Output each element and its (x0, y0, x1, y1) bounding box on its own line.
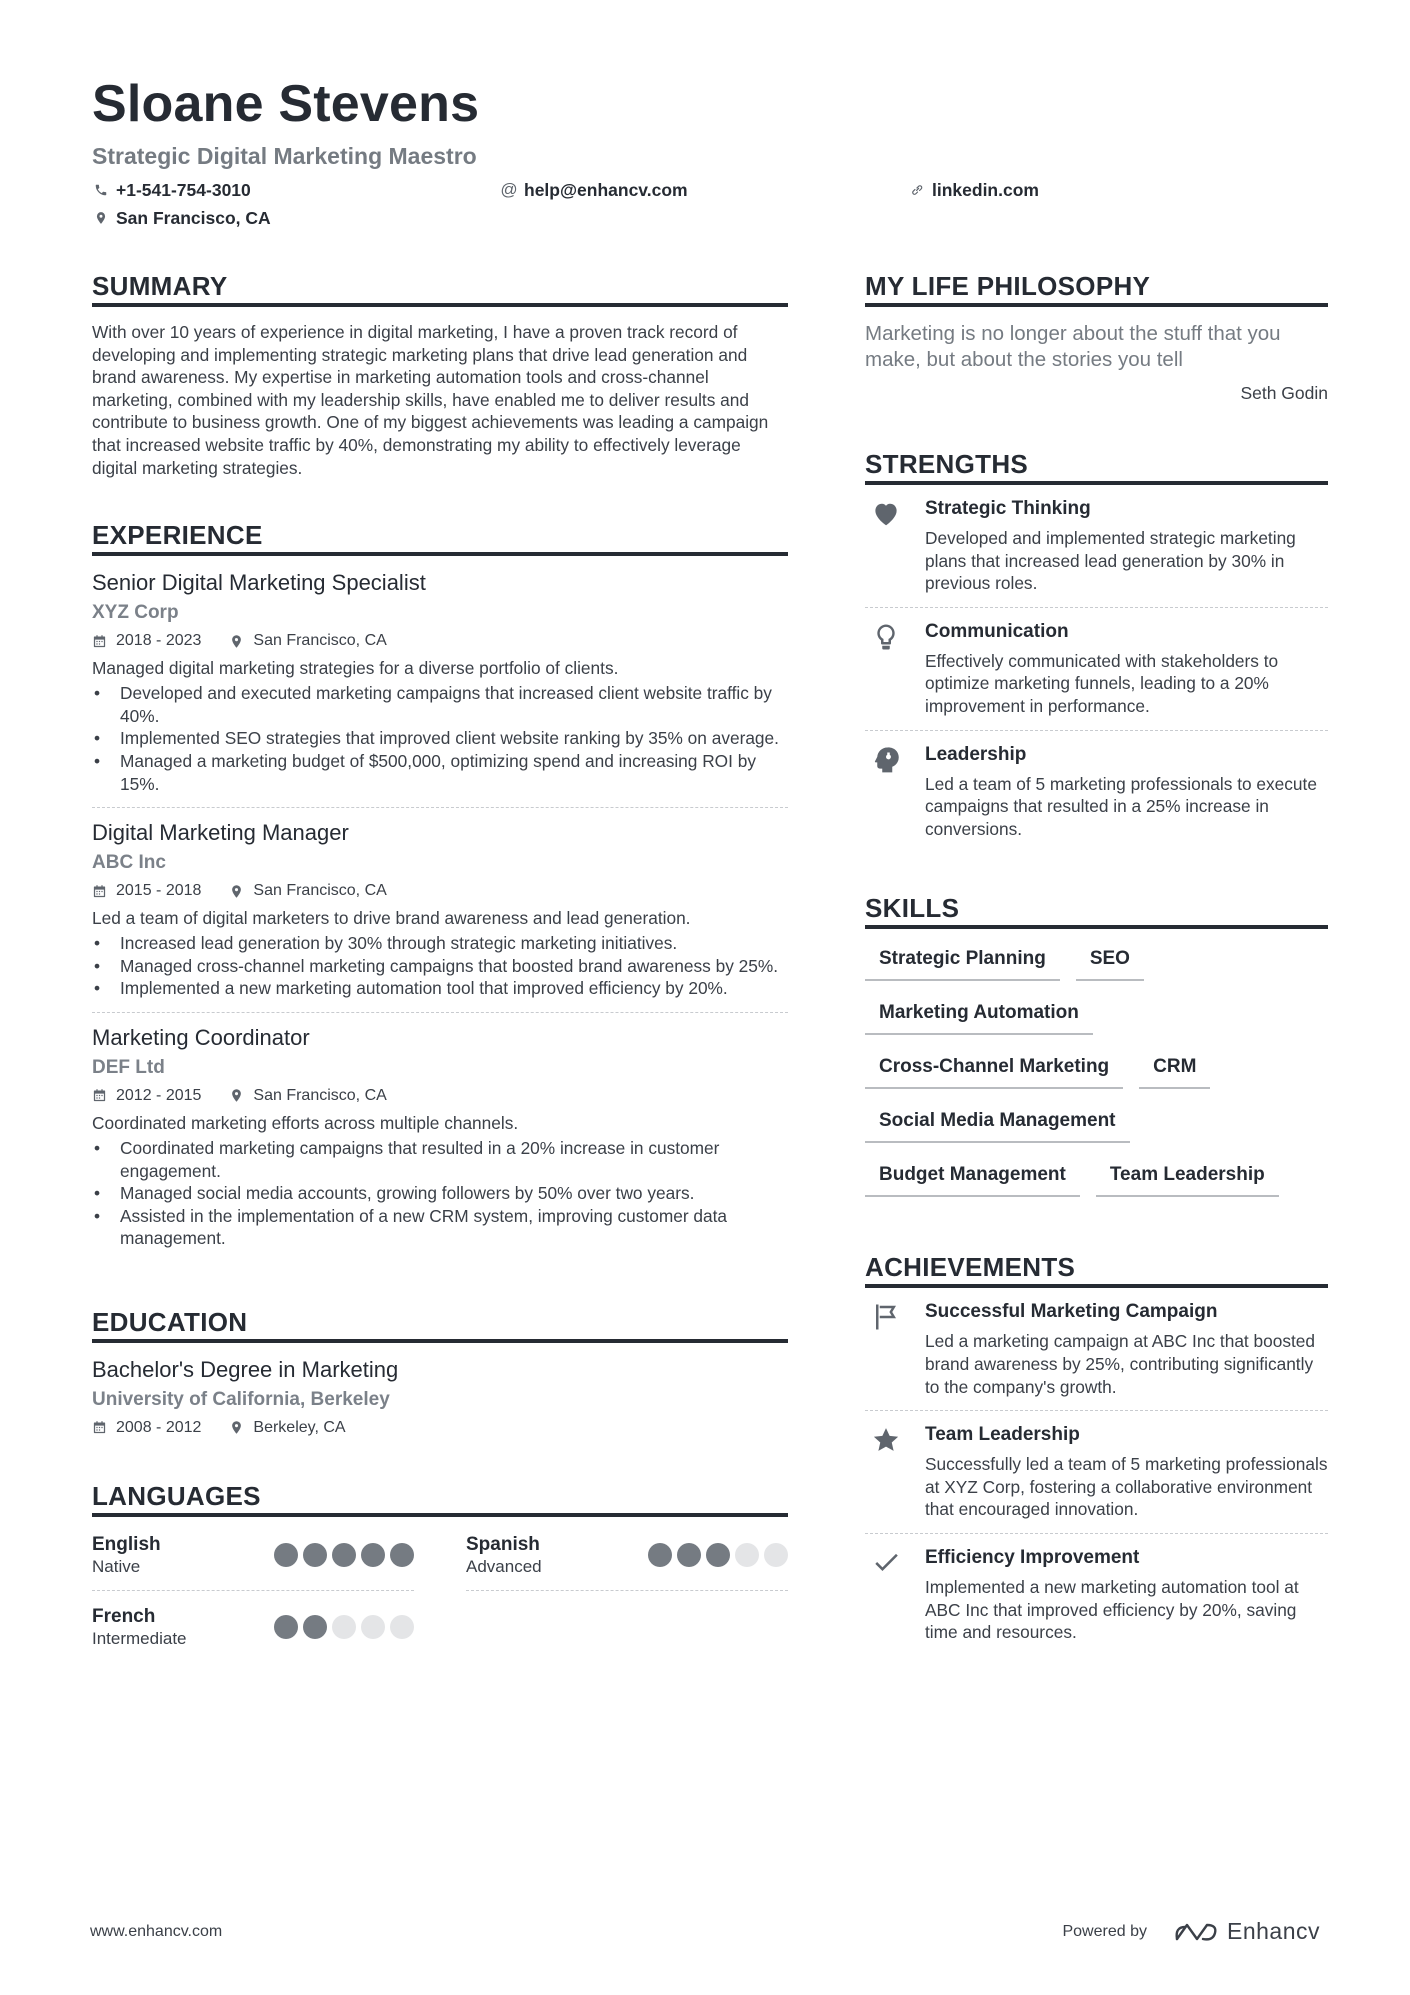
checkmark-icon (871, 1548, 901, 1578)
language-info (92, 1533, 161, 1578)
skill-tag: Budget Management (865, 1157, 1080, 1197)
education-location-text: Berkeley, CA (253, 1418, 346, 1436)
calendar-icon (92, 634, 107, 649)
job-dates (92, 632, 201, 650)
company-name: ABC Inc (92, 852, 166, 874)
rating-dot (735, 1543, 759, 1567)
job-entry (92, 569, 788, 808)
job-location-text: San Francisco, CA (253, 1086, 387, 1104)
candidate-title: Strategic Digital Marketing Maestro (92, 143, 477, 169)
calendar-icon (92, 884, 107, 899)
rating-dot (274, 1615, 298, 1639)
feature-body (925, 1423, 1328, 1521)
language-level: Native (92, 1556, 141, 1576)
language-list (92, 1533, 788, 1676)
job-bullet: • Implemented SEO strategies that improved client website ranking by 35% on average. (92, 727, 788, 750)
languages-section (92, 1480, 788, 1676)
contact-info (92, 176, 1328, 232)
rating-dot (390, 1615, 414, 1639)
language-info (466, 1533, 542, 1578)
job-meta (92, 1084, 788, 1108)
strength-item (865, 497, 1328, 608)
right-column (865, 270, 1328, 1716)
job-list (92, 569, 788, 1262)
summary-text: With over 10 years of experience in digital marketing, I have a proven track record of developing and implementing strategic marketing plans that drive lead generation and brand awareness. My expertise in marketing automation tools and cross-channel marketing, combined with my leadership skills, have enabled me to deliver results and contribute to business growth. One of my biggest achievements was leading a campaign that increased website traffic by 40%, demonstrating my ability to effectively leverage digital marketing strategies. (92, 322, 769, 478)
job-title: Senior Digital Marketing Specialist (92, 570, 426, 596)
school-name: University of California, Berkeley (92, 1388, 390, 1410)
job-dates-text: 2012 - 2015 (116, 1086, 202, 1104)
lightbulb-icon (871, 622, 901, 652)
achievements-section (865, 1251, 1328, 1655)
philosophy-section (865, 270, 1328, 404)
rating-dot (361, 1543, 385, 1567)
brand-logo[interactable] (1173, 1918, 1320, 1945)
brand-text: Enhancv (1226, 1918, 1320, 1944)
skills-heading: SKILLS (865, 892, 1328, 929)
skill-tag: Cross-Channel Marketing (865, 1049, 1123, 1089)
email-text: help@enhancv.com (524, 179, 688, 200)
skill-list (865, 941, 1328, 1211)
at-icon: @ (500, 180, 518, 199)
education-heading: EDUCATION (92, 1306, 788, 1343)
job-description: Coordinated marketing efforts across multiple channels. (92, 1112, 519, 1133)
job-dates-text: 2015 - 2018 (116, 882, 202, 900)
strength-list (865, 497, 1328, 852)
rating-dot (332, 1615, 356, 1639)
calendar-icon (92, 1420, 107, 1435)
phone-text: +1-541-754-3010 (116, 179, 251, 200)
skills-section (865, 892, 1328, 1211)
job-bullets (92, 1137, 788, 1250)
job-bullet: • Developed and executed marketing campaigns that increased client website traffic by 40%. (92, 682, 788, 727)
achievement-item (865, 1423, 1328, 1534)
experience-heading: EXPERIENCE (92, 519, 788, 556)
resume-page (92, 72, 1328, 1716)
footer-url[interactable]: www.enhancv.com (90, 1922, 223, 1940)
strength-item (865, 743, 1328, 853)
location-text: San Francisco, CA (116, 207, 271, 228)
job-title: Digital Marketing Manager (92, 820, 349, 846)
strengths-heading: STRENGTHS (865, 448, 1328, 485)
rating-dot (706, 1543, 730, 1567)
powered-by (1062, 1918, 1320, 1945)
job-bullet: • Managed social media accounts, growing followers by 50% over two years. (92, 1182, 788, 1205)
language-item (92, 1533, 414, 1591)
philosophy-quote: Marketing is no longer about the stuff that you make, but about the stories you tell (865, 322, 1281, 371)
job-dates-text: 2018 - 2023 (116, 632, 202, 650)
skill-tag: SEO (1076, 941, 1144, 981)
location-pin-icon (229, 1088, 244, 1103)
feature-icon-wrap (865, 497, 925, 595)
website-contact[interactable] (908, 176, 1316, 204)
job-bullet: • Managed cross-channel marketing campaigns that boosted brand awareness by 25%. (92, 955, 788, 978)
philosophy-heading: MY LIFE PHILOSOPHY (865, 270, 1328, 307)
feature-description: Effectively communicated with stakeholders to optimize marketing funnels, leading to a 20% improvement in performance. (925, 650, 1279, 716)
achievement-list (865, 1300, 1328, 1655)
rating-dot (274, 1543, 298, 1567)
feature-title: Strategic Thinking (925, 498, 1091, 519)
feature-title: Leadership (925, 743, 1027, 765)
job-bullets (92, 682, 788, 795)
feature-icon-wrap (865, 743, 925, 841)
feature-body (925, 497, 1328, 595)
achievements-heading: ACHIEVEMENTS (865, 1251, 1328, 1288)
rating-dot (361, 1615, 385, 1639)
star-icon (871, 1425, 901, 1455)
feature-title: Successful Marketing Campaign (925, 1301, 1218, 1323)
feature-body (925, 743, 1328, 841)
powered-by-text: Powered by (1062, 1922, 1147, 1940)
skill-tag: Social Media Management (865, 1103, 1130, 1143)
rating-dot (677, 1543, 701, 1567)
strengths-section (865, 448, 1328, 852)
skill-tag: Marketing Automation (865, 995, 1093, 1035)
feature-description: Led a marketing campaign at ABC Inc that boosted brand awareness by 25%, contributing significantly to the company's growth. (925, 1331, 1316, 1397)
feature-icon-wrap (865, 1546, 925, 1644)
job-entry (92, 1024, 788, 1262)
job-description: Led a team of digital marketers to drive brand awareness and lead generation. (92, 908, 691, 929)
job-location-text: San Francisco, CA (253, 882, 387, 900)
job-location (229, 1087, 386, 1105)
language-name: English (92, 1533, 161, 1555)
strength-item (865, 620, 1328, 731)
phone-icon (92, 181, 110, 199)
job-bullet: • Assisted in the implementation of a new CRM system, improving customer data management. (92, 1205, 788, 1250)
link-icon (908, 181, 926, 199)
rating-dot (648, 1543, 672, 1567)
experience-section (92, 519, 788, 1262)
company-name: DEF Ltd (92, 1056, 165, 1078)
job-location (229, 882, 386, 900)
feature-title: Efficiency Improvement (925, 1546, 1140, 1568)
rating-dot (303, 1615, 327, 1639)
left-column (92, 270, 788, 1716)
skill-tag: Team Leadership (1096, 1157, 1279, 1197)
head-icon (871, 745, 901, 775)
quote-author: Seth Godin (1240, 383, 1328, 403)
feature-description: Led a team of 5 marketing professionals to execute campaigns that resulted in a 25% increase in conversions. (925, 773, 1317, 839)
education-meta (92, 1416, 788, 1440)
rating-dot (390, 1543, 414, 1567)
phone-contact[interactable] (92, 176, 500, 204)
feature-description: Implemented a new marketing automation tool at ABC Inc that improved efficiency by 20%, saving time and resources. (925, 1576, 1299, 1643)
feature-icon-wrap (865, 1423, 925, 1521)
job-bullet: • Coordinated marketing campaigns that resulted in a 20% increase in customer engagement. (92, 1137, 788, 1182)
flag-icon (871, 1302, 901, 1332)
feature-body (925, 620, 1328, 718)
job-title: Marketing Coordinator (92, 1024, 310, 1050)
feature-body (925, 1300, 1328, 1398)
rating-dot (303, 1543, 327, 1567)
language-rating (269, 1543, 414, 1567)
feature-description: Developed and implemented strategic marketing plans that increased lead generation by 30% in previous roles. (925, 528, 1296, 594)
job-location (229, 632, 386, 650)
heart-icon (871, 499, 901, 529)
feature-title: Team Leadership (925, 1424, 1080, 1446)
feature-title: Communication (925, 620, 1069, 642)
job-entry (92, 819, 788, 1013)
company-name: XYZ Corp (92, 602, 179, 624)
education-section (92, 1306, 788, 1440)
job-bullet: • Increased lead generation by 30% through strategic marketing initiatives. (92, 932, 788, 955)
skill-tag: Strategic Planning (865, 941, 1060, 981)
footer (90, 1918, 1320, 1945)
job-dates (92, 882, 201, 900)
language-level: Advanced (466, 1556, 542, 1576)
location-contact (92, 204, 500, 232)
education-dates-text: 2008 - 2012 (116, 1418, 202, 1436)
skill-tag: CRM (1139, 1049, 1210, 1089)
job-bullet: • Implemented a new marketing automation tool that improved efficiency by 20%. (92, 977, 788, 1000)
language-rating (643, 1543, 788, 1567)
summary-heading: SUMMARY (92, 270, 788, 307)
job-dates (92, 1087, 201, 1105)
job-bullets (92, 932, 788, 1000)
degree-title: Bachelor's Degree in Marketing (92, 1356, 399, 1382)
location-pin-icon (229, 1420, 244, 1435)
feature-icon-wrap (865, 620, 925, 718)
language-name: Spanish (466, 1533, 540, 1555)
language-rating (269, 1615, 414, 1639)
feature-icon-wrap (865, 1300, 925, 1398)
feature-body (925, 1546, 1328, 1644)
location-pin-icon (229, 884, 244, 899)
education-dates (92, 1419, 201, 1437)
language-item (466, 1533, 788, 1591)
achievement-item (865, 1300, 1328, 1411)
candidate-name: Sloane Stevens (92, 75, 480, 133)
language-info (92, 1605, 187, 1650)
languages-heading: LANGUAGES (92, 1480, 788, 1517)
job-meta (92, 879, 788, 903)
job-description: Managed digital marketing strategies for a diverse portfolio of clients. (92, 658, 619, 679)
achievement-item (865, 1546, 1328, 1656)
summary-section (92, 270, 788, 479)
job-location-text: San Francisco, CA (253, 632, 387, 650)
enhancv-logo-icon (1173, 1919, 1221, 1945)
location-pin-icon (229, 634, 244, 649)
language-name: French (92, 1605, 156, 1627)
website-text: linkedin.com (932, 179, 1039, 200)
job-meta (92, 629, 788, 653)
job-bullet: • Managed a marketing budget of $500,000, optimizing spend and increasing ROI by 15%. (92, 750, 788, 795)
rating-dot (764, 1543, 788, 1567)
email-contact[interactable] (500, 176, 908, 204)
education-location (229, 1419, 345, 1437)
language-item (92, 1605, 414, 1662)
language-level: Intermediate (92, 1628, 187, 1648)
location-pin-icon (92, 209, 110, 227)
calendar-icon (92, 1088, 107, 1103)
feature-description: Successfully led a team of 5 marketing professionals at XYZ Corp, fostering a collaborative environment that encouraged innovation. (925, 1454, 1328, 1520)
rating-dot (332, 1543, 356, 1567)
